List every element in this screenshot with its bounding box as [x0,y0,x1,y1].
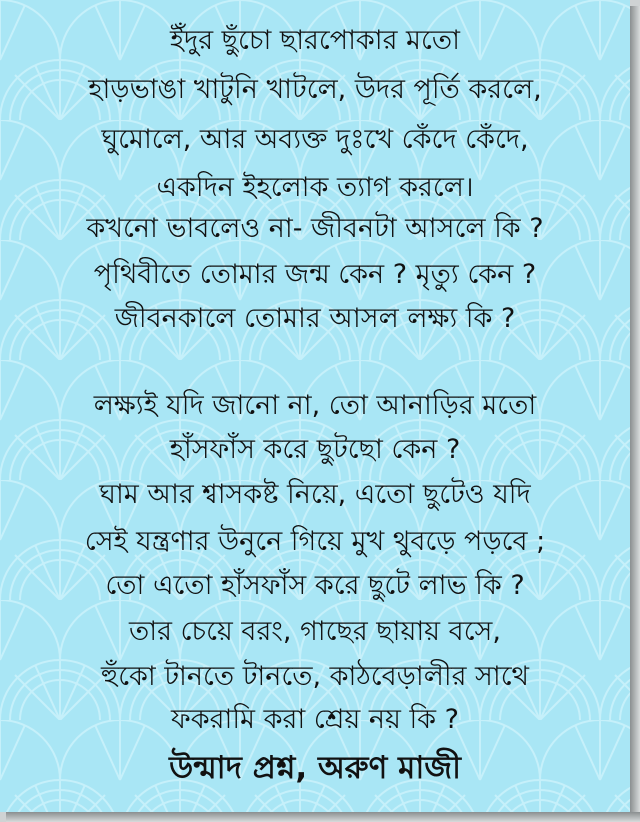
poem-line: হুঁকো টানতে টানতে, কাঠবেড়ালীর সাথে [100,661,530,692]
poem-line: কখনো ভাবলেও না- জীবনটা আসলে কি ? [86,213,544,244]
poem-line: লক্ষ্যই যদি জানো না, তো আনাড়ির মতো [93,390,537,421]
poem-line: ফকরামি করা শ্রেয় নয় কি ? [171,704,459,735]
poem-line: হাড়ভাঙা খাটুনি খাটলে, উদর পূর্তি করলে, [88,74,542,105]
card-shadow-bottom [6,812,640,822]
card-shadow-right [630,6,640,822]
poem-line: তো এতো হাঁসফাঁস করে ছুটে লাভ কি ? [105,570,525,601]
signature: উন্মাদ প্রশ্ন, অরুণ মাজী [169,750,461,786]
poem-line: ঘুমোলে, আর অব্যক্ত দুঃখে কেঁদে কেঁদে, [101,124,529,155]
poem-line: তার চেয়ে বরং, গাছের ছায়ায় বসে, [129,616,501,647]
poem-line: ইঁদুর ছুঁচো ছারপোকার মতো [170,25,460,56]
poem-line: একদিন ইহলোক ত্যাগ করলে। [156,172,474,203]
poem-line: হাঁসফাঁস করে ছুটছো কেন ? [169,434,461,465]
poem-line: পৃথিবীতে তোমার জন্ম কেন ? মৃত্যু কেন ? [93,259,537,290]
poem-line: সেই যন্ত্রণার উনুনে গিয়ে মুখ থুবড়ে পড়বে ; [84,526,546,557]
poem-line: জীবনকালে তোমার আসল লক্ষ্য কি ? [114,303,516,334]
poem-line: ঘাম আর শ্বাসকষ্ট নিয়ে, এতো ছুটেও যদি [99,479,531,510]
